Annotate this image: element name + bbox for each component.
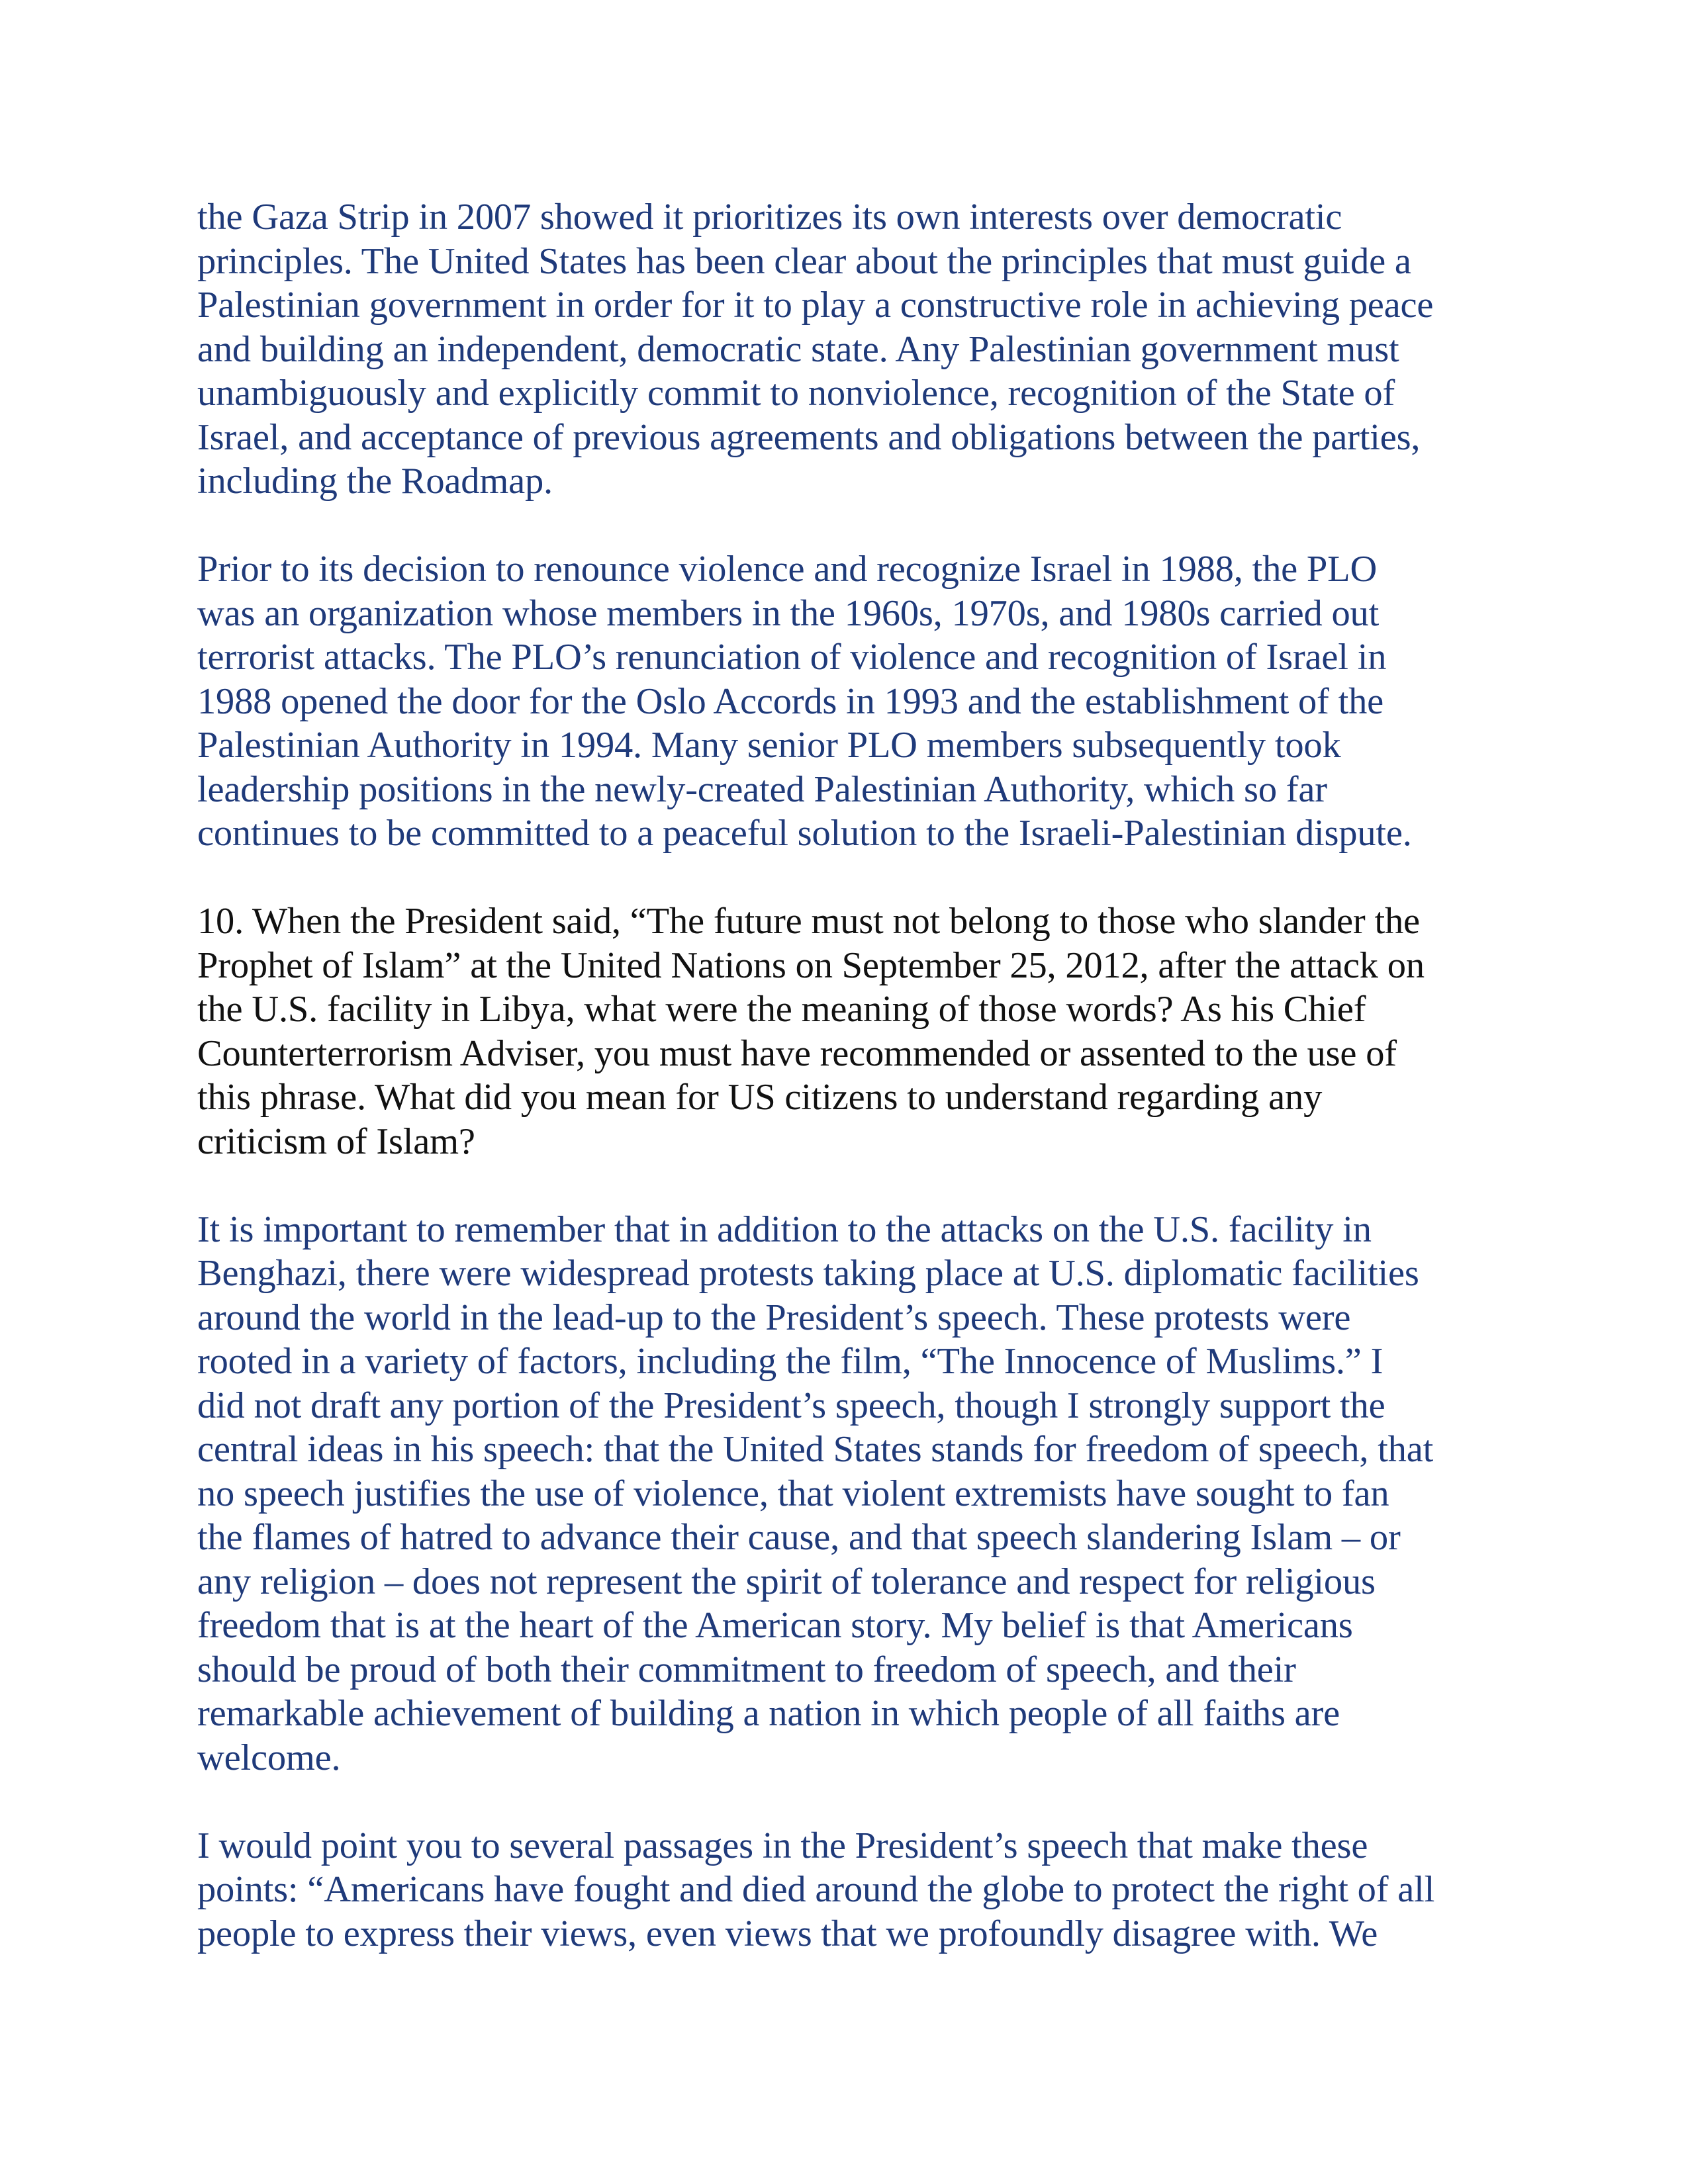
text-line: did not draft any portion of the President’s speech, though I strongly support the	[197, 1385, 1385, 1426]
text-line: Prophet of Islam” at the United Nations on September 25, 2012, after the attack on	[197, 944, 1425, 986]
text-line: Palestinian Authority in 1994. Many senior PLO members subsequently took	[197, 725, 1341, 766]
text-line: terrorist attacks. The PLO’s renunciation of violence and recognition of Israel in	[197, 637, 1387, 678]
text-line: Benghazi, there were widespread protests taking place at U.S. diplomatic facilities	[197, 1253, 1419, 1294]
text-line: was an organization whose members in the 1960s, 1970s, and 1980s carried out	[197, 592, 1380, 634]
text-line: It is important to remember that in addition to the attacks on the U.S. facility in	[197, 1208, 1372, 1250]
text-line: including the Roadmap.	[197, 461, 553, 502]
text-line: should be proud of both their commitment to freedom of speech, and their	[197, 1649, 1296, 1690]
text-line: the Gaza Strip in 2007 showed it prioritizes its own interests over democratic	[197, 197, 1342, 238]
text-line: freedom that is at the heart of the American story. My belief is that Americans	[197, 1605, 1353, 1646]
text-line: principles. The United States has been clear about the principles that must guide a	[197, 240, 1411, 282]
question-10	[197, 899, 1495, 1163]
text-line: Israel, and acceptance of previous agreements and obligations between the parties,	[197, 416, 1421, 458]
text-line: remarkable achievement of building a nation in which people of all faiths are	[197, 1693, 1340, 1734]
text-line: Prior to its decision to renounce violence and recognize Israel in 1988, the PLO	[197, 549, 1378, 590]
text-line: people to express their views, even views that we profoundly disagree with. We	[197, 1913, 1378, 1954]
text-line: criticism of Islam?	[197, 1120, 475, 1162]
text-line: this phrase. What did you mean for US citizens to understand regarding any	[197, 1077, 1323, 1118]
text-line: continues to be committed to a peaceful solution to the Israeli-Palestinian dispute.	[197, 813, 1412, 854]
text-line: 1988 opened the door for the Oslo Accords in 1993 and the establishment of the	[197, 680, 1384, 722]
document-page	[197, 195, 1495, 2000]
text-line: and building an independent, democratic state. Any Palestinian government must	[197, 328, 1399, 370]
answer-paragraph-benghazi-speech	[197, 1208, 1495, 1780]
text-line: Counterterrorism Adviser, you must have recommended or assented to the use of	[197, 1032, 1397, 1074]
answer-paragraph-speech-passages	[197, 1824, 1495, 1956]
text-line: leadership positions in the newly-created Palestinian Authority, which so far	[197, 768, 1327, 810]
text-line: around the world in the lead-up to the President’s speech. These protests were	[197, 1297, 1351, 1338]
text-line: I would point you to several passages in the President’s speech that make these	[197, 1825, 1368, 1866]
text-line: points: “Americans have fought and died around the globe to protect the right of all	[197, 1869, 1435, 1910]
answer-paragraph-plo-history	[197, 547, 1495, 856]
answer-paragraph-hamas-principles	[197, 195, 1495, 504]
text-line: 10. When the President said, “The future must not belong to those who slander the	[197, 901, 1420, 942]
text-line: the flames of hatred to advance their cause, and that speech slandering Islam – or	[197, 1517, 1401, 1558]
text-line: central ideas in his speech: that the United States stands for freedom of speech, that	[197, 1429, 1434, 1470]
text-line: any religion – does not represent the spirit of tolerance and respect for religious	[197, 1561, 1376, 1602]
text-line: rooted in a variety of factors, including the film, “The Innocence of Muslims.” I	[197, 1341, 1383, 1382]
text-line: no speech justifies the use of violence, that violent extremists have sought to fan	[197, 1473, 1389, 1514]
text-line: unambiguously and explicitly commit to nonviolence, recognition of the State of	[197, 373, 1395, 414]
text-line: Palestinian government in order for it to play a constructive role in achieving peace	[197, 285, 1434, 326]
text-line: the U.S. facility in Libya, what were the meaning of those words? As his Chief	[197, 989, 1366, 1030]
text-line: welcome.	[197, 1737, 341, 1778]
